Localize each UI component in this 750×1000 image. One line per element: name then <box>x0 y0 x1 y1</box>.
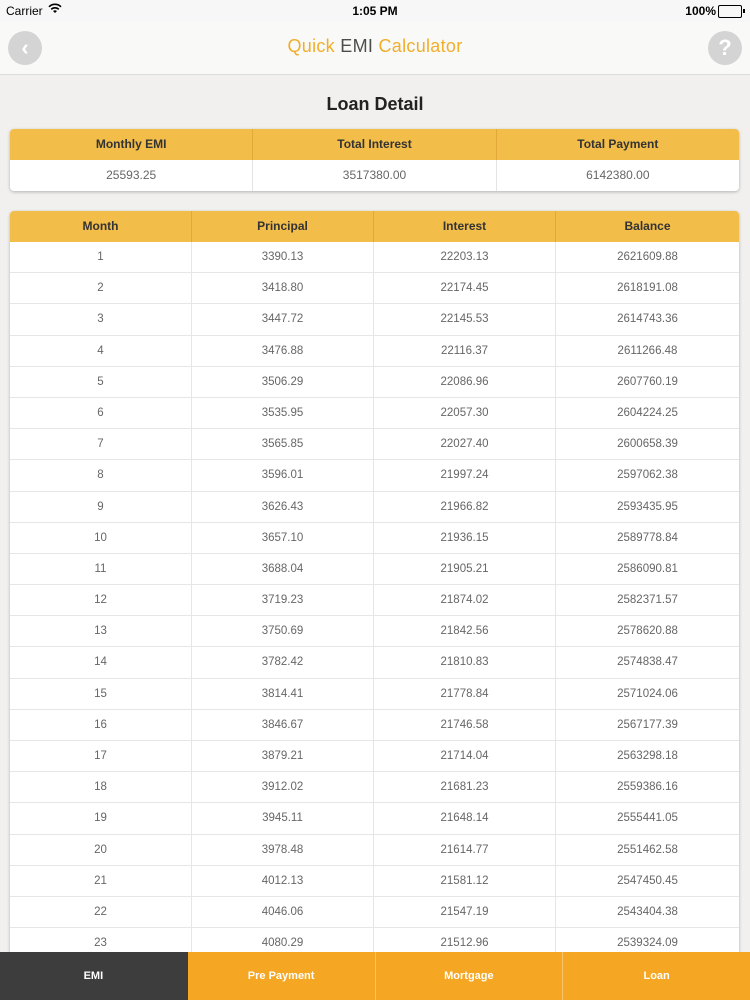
cell-principal: 3750.69 <box>192 616 374 646</box>
cell-balance: 2567177.39 <box>617 718 678 731</box>
cell-principal: 3912.02 <box>192 772 374 802</box>
table-row <box>10 897 739 928</box>
cell-interest: 22203.13 <box>374 242 556 272</box>
chevron-left-icon: ‹ <box>21 35 29 60</box>
cell-month: 14 <box>10 647 192 677</box>
cell-month: 11 <box>10 554 192 584</box>
table-row <box>10 772 739 803</box>
tab-mortgage[interactable] <box>376 952 564 1000</box>
table-row <box>10 460 739 491</box>
table-row <box>10 523 739 554</box>
column-header-balance: Balance <box>624 219 671 233</box>
app-title-right: Calculator <box>373 36 463 56</box>
cell-balance: 2589778.84 <box>617 531 678 544</box>
cell-balance: 2621609.88 <box>617 251 678 263</box>
cell-balance: 2600658.39 <box>617 438 678 451</box>
cell-interest: 21874.02 <box>374 585 556 615</box>
table-row <box>10 492 739 523</box>
cell-month: 6 <box>10 398 192 428</box>
total-payment-value: 6142380.00 <box>586 168 650 182</box>
amortization-table[interactable] <box>10 211 739 971</box>
column-header-month: Month <box>10 211 192 242</box>
cell-balance: 2539324.09 <box>617 937 678 950</box>
table-row <box>10 647 739 678</box>
table-row <box>10 803 739 834</box>
summary-header-cell: Monthly EMI <box>10 129 253 160</box>
clock: 1:05 PM <box>352 4 398 18</box>
cell-principal: 3565.85 <box>192 429 374 459</box>
tab-emi[interactable] <box>0 952 188 1000</box>
cell-principal: 3596.01 <box>192 460 374 490</box>
cell-balance: 2563298.18 <box>617 750 678 762</box>
cell-principal: 3978.48 <box>192 835 374 865</box>
cell-principal: 3846.67 <box>192 710 374 740</box>
cell-interest: 22145.53 <box>374 304 556 334</box>
cell-interest: 22027.40 <box>374 429 556 459</box>
cell-month: 2 <box>10 273 192 303</box>
cell-interest: 21581.12 <box>374 866 556 896</box>
summary-header <box>10 129 739 160</box>
tab-label: Mortgage <box>444 970 494 982</box>
summary-card <box>10 129 739 191</box>
page-title: Loan Detail <box>326 94 424 114</box>
cell-month: 5 <box>10 367 192 397</box>
cell-principal: 3535.95 <box>192 398 374 428</box>
cell-interest: 21512.96 <box>374 928 556 958</box>
table-row <box>10 273 739 304</box>
cell-balance: 2555441.05 <box>617 812 678 825</box>
cell-balance: 2578620.88 <box>617 625 678 638</box>
cell-interest: 21714.04 <box>374 741 556 771</box>
cell-balance: 2618191.08 <box>617 282 678 295</box>
cell-interest: 21681.23 <box>374 772 556 802</box>
cell-month: 22 <box>10 897 192 927</box>
table-body <box>10 242 739 959</box>
cell-month: 13 <box>10 616 192 646</box>
summary-header-cell: Total Payment <box>577 137 659 151</box>
cell-interest: 21936.15 <box>374 523 556 553</box>
monthly-emi-value: 25593.25 <box>10 160 253 191</box>
cell-balance: 2574838.47 <box>617 656 678 669</box>
table-row <box>10 616 739 647</box>
app-title-left: Quick <box>287 36 341 56</box>
cell-month: 7 <box>10 429 192 459</box>
cell-principal: 3688.04 <box>192 554 374 584</box>
cell-interest: 22086.96 <box>374 367 556 397</box>
cell-month: 15 <box>10 679 192 709</box>
nav-bar <box>0 22 750 75</box>
cell-interest: 21966.82 <box>374 492 556 522</box>
cell-interest: 22057.30 <box>374 398 556 428</box>
question-icon: ? <box>718 35 732 60</box>
cell-principal: 3814.41 <box>192 679 374 709</box>
cell-month: 4 <box>10 336 192 366</box>
cell-principal: 3719.23 <box>192 585 374 615</box>
table-row <box>10 554 739 585</box>
cell-principal: 3945.11 <box>192 803 374 833</box>
battery-percent: 100% <box>685 4 716 18</box>
cell-balance: 2586090.81 <box>617 562 678 575</box>
cell-principal: 3657.10 <box>192 523 374 553</box>
total-interest-value: 3517380.00 <box>253 160 496 191</box>
tab-label: Loan <box>643 970 670 982</box>
tab-bar <box>0 952 750 1000</box>
table-row <box>10 242 739 273</box>
cell-interest: 21614.77 <box>374 835 556 865</box>
cell-interest: 21842.56 <box>374 616 556 646</box>
cell-principal: 3782.42 <box>192 647 374 677</box>
summary-values <box>10 160 739 191</box>
cell-principal: 3506.29 <box>192 367 374 397</box>
table-row <box>10 429 739 460</box>
tab-pre-payment[interactable] <box>188 952 376 1000</box>
table-row <box>10 679 739 710</box>
cell-month: 8 <box>10 460 192 490</box>
table-header <box>10 211 739 242</box>
cell-balance: 2593435.95 <box>617 500 678 513</box>
cell-interest: 21997.24 <box>374 460 556 490</box>
column-header-interest: Interest <box>374 211 556 242</box>
cell-principal: 3418.80 <box>192 273 374 303</box>
cell-principal: 3879.21 <box>192 741 374 771</box>
cell-balance: 2614743.36 <box>617 313 678 326</box>
table-row <box>10 866 739 897</box>
cell-month: 10 <box>10 523 192 553</box>
carrier-label: Carrier <box>6 4 43 18</box>
cell-interest: 21547.19 <box>374 897 556 927</box>
cell-month: 20 <box>10 835 192 865</box>
tab-label: Pre Payment <box>247 970 315 982</box>
cell-principal: 3626.43 <box>192 492 374 522</box>
cell-balance: 2611266.48 <box>617 344 678 357</box>
cell-month: 21 <box>10 866 192 896</box>
table-row <box>10 710 739 741</box>
battery-icon <box>718 5 742 18</box>
tab-loan[interactable] <box>563 952 750 1000</box>
table-row <box>10 304 739 335</box>
cell-interest: 21810.83 <box>374 647 556 677</box>
cell-principal: 4046.06 <box>192 897 374 927</box>
cell-balance: 2571024.06 <box>617 687 678 700</box>
cell-month: 19 <box>10 803 192 833</box>
status-bar <box>0 0 750 22</box>
summary-header-cell: Total Interest <box>253 129 496 160</box>
cell-interest: 21778.84 <box>374 679 556 709</box>
cell-balance: 2559386.16 <box>617 781 678 794</box>
help-button[interactable] <box>708 31 742 65</box>
cell-month: 12 <box>10 585 192 615</box>
cell-interest: 21648.14 <box>374 803 556 833</box>
cell-month: 1 <box>10 242 192 272</box>
app-title <box>0 36 750 57</box>
table-row <box>10 336 739 367</box>
cell-balance: 2604224.25 <box>617 406 678 419</box>
cell-principal: 3476.88 <box>192 336 374 366</box>
table-row <box>10 367 739 398</box>
table-row <box>10 398 739 429</box>
cell-balance: 2582371.57 <box>617 594 678 607</box>
cell-balance: 2543404.38 <box>617 905 678 918</box>
cell-balance: 2607760.19 <box>617 375 678 388</box>
cell-principal: 3447.72 <box>192 304 374 334</box>
cell-month: 17 <box>10 741 192 771</box>
table-row <box>10 585 739 616</box>
cell-balance: 2597062.38 <box>617 469 678 482</box>
cell-balance: 2547450.45 <box>617 874 678 887</box>
cell-balance: 2551462.58 <box>617 843 678 856</box>
cell-month: 9 <box>10 492 192 522</box>
cell-month: 3 <box>10 304 192 334</box>
tab-label: EMI <box>83 970 104 982</box>
cell-interest: 22116.37 <box>374 336 556 366</box>
cell-principal: 3390.13 <box>192 242 374 272</box>
cell-principal: 4080.29 <box>192 928 374 958</box>
cell-month: 18 <box>10 772 192 802</box>
table-row <box>10 741 739 772</box>
column-header-principal: Principal <box>192 211 374 242</box>
cell-principal: 4012.13 <box>192 866 374 896</box>
app-title-mid: EMI <box>340 36 374 56</box>
cell-interest: 21746.58 <box>374 710 556 740</box>
cell-month: 16 <box>10 710 192 740</box>
cell-interest: 21905.21 <box>374 554 556 584</box>
cell-month: 23 <box>10 928 192 958</box>
cell-interest: 22174.45 <box>374 273 556 303</box>
table-row <box>10 835 739 866</box>
